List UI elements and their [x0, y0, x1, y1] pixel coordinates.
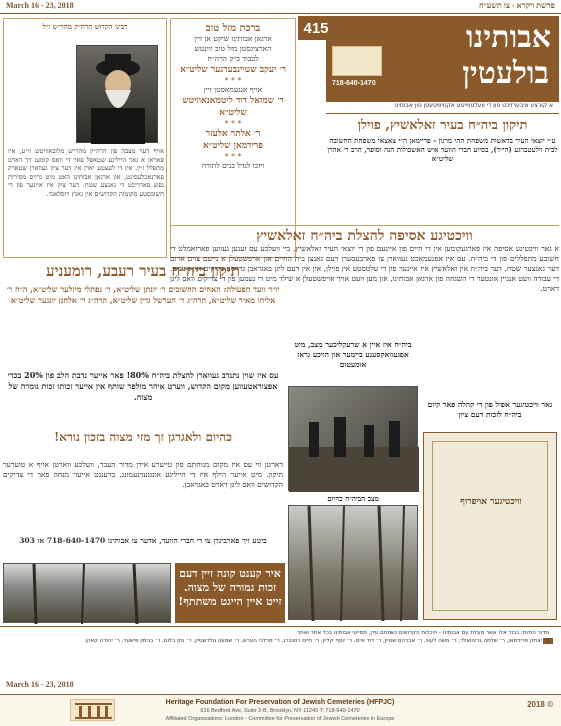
- issue-number: [298, 16, 334, 40]
- donate-callout: [175, 563, 285, 623]
- issue-label: גליון: [310, 9, 322, 15]
- photo-people-icon: [289, 387, 419, 492]
- document-title: וויכטיגער אויפרוף: [460, 497, 522, 507]
- notice-name: ר׳ יעקב שטיינבערגער שליט״א: [180, 65, 286, 75]
- notice-line: ויזכו לגדל בנים לתורה: [201, 161, 265, 170]
- article-reghin-romania: [3, 262, 283, 555]
- photo-caption-current: מצב הביה״ח כהיום: [327, 494, 379, 503]
- article-headline: תיקון ביה״ח בעיר זאלאשיץ, פוילן: [357, 118, 528, 133]
- columns-icon: [71, 700, 116, 722]
- cemetery-photo-winter: [3, 563, 171, 623]
- appeal-callout: כהיום ולאגרגן זך מזי מצוה בזכון נורא!: [54, 430, 232, 444]
- parsha-label: פרשת ויקרא - צו תשע״ח: [478, 1, 555, 10]
- footer-organization: Heritage Foundation For Preservation of Jewish Cemeteries (HFPJC): [165, 699, 395, 706]
- footer-date: March 16 - 23, 2018: [6, 680, 74, 689]
- notice-line: אויף אנגעמאסטן זיין: [203, 85, 263, 94]
- top-strip: [0, 0, 561, 14]
- rabbi-body-text: אויף דער מצבה פון הרה״ק מהר״ש מלובאוויטש זי״ע, איז פאראן א גאר הייליגע שטאפל פאר די וואס קומען זיך דארט מתפלל זיין. אין די לעצטע יארן איז דער ציון געווארן שטארק פארנאכלעסיגט, און ארגאן אבותינו האט מיט גרויס מסירות נפש פארריכט די גאנצע שטח. דער ציון איז איינער פון די חשובסטע מקומות הקדושים אין גאנץ רוסלאנד.: [8, 147, 164, 198]
- meeting-body-text: א גאר וויכטיגע אסיפה איז פארגעקומען אין די היים פון איינעם פון די יוצאי העיר זאלאשיץ, ביי וועלכע עס זענען געווען פארזאמלט די חשובע מתפללים פון די ביה״ח. עס איז אפגעמאכט געווארן צו פארבעסערן דעם גאנצן בית החיים און אויפשטעלן א נייעם צוים ארום דער גאנצער שטח. דער ביה״ח אין זאלאשיץ איז איינער פון די עלטסטע אין פוילן, און אין דעם ליגן באגראבן גרויסע צדיקים און גאונים. די עבודה וועט אנגיין אונטער די השגחה פון ארגאן אבותינו, און מען וועט אויך אויפשטעלן א שילד מיט די נעמען פון די צדיקים וואס ליגן דארט.: [170, 244, 559, 293]
- committee-list: יו״ד וועד הפעולה: האחים החשובים ר׳ יונתן שליט״א, ר׳ נפתלי מיזלער שליט״א, ה״ה ר׳ אליהו מאיר שליט״א, הרה״ג ר׳ הערשל גרין שליט״א, הרה״ג ר׳ אלחנן יונגער שליט״א: [6, 284, 280, 305]
- contact-line: ביטע זיך פארבינדן צו די חברי הוועד, אדער צו אבותינו 718-640-1470 או 303: [19, 536, 267, 545]
- cemetery-photo-visitors: [288, 386, 418, 491]
- footer-donor-names: ר׳ יצחק פרידמאן, ר׳ שלמה גרינוואלד, ר׳ משה לעווי, ר׳ אברהם שטיין, ר׳ דוד ווייס, ר׳ יוסף קליין, ר׳ חיים רוזנברג, ר׳ מרדכי הערש, ר׳ שמעון גולדשטיין, ר׳ נתן בלום, ר׳ בנימין פישער, ר׳ יהודה קאהן: [85, 638, 549, 644]
- photo-caption-overgrown: ביה״ח איז איין א שרעקליכער מצב, מיט אפגעוואקסענע ביימער און הויכע גראז אומעטום: [294, 340, 412, 369]
- meeting-headline: וויכטיגע אסיפה להצלת ביה״ח זאלאשיץ: [170, 225, 559, 245]
- article-subheadline: ע״י יוצאי העיר בראשות משפחת ההי מרגון - פריימאן ה״י צאצאי משפחת החשובה לבית וילעטברגע (הי״ד), בסיוע חברי הוועד איש האשכולות הגה וסופר, הרב ר׳ אהרן שליט״א: [327, 136, 558, 163]
- issue-date: March 16 - 23, 2018: [6, 1, 74, 10]
- footer-copyright: 2018 ©: [527, 700, 553, 709]
- rabbi-column: [3, 18, 167, 258]
- notice-name: פרידמאן שליט״א: [202, 141, 264, 151]
- masthead: [326, 16, 559, 102]
- rabbi-portrait-photo: [76, 45, 158, 143]
- trees-icon: [289, 506, 419, 621]
- document-caption: גאר וויכטיגער אפיל פון די קהלה פאר קיום ביה״ח לזכות דעם ציון: [427, 400, 553, 419]
- rabbi-header-bar: רבינו הקדוש הרה״ק מהר״ש ז״ל: [42, 22, 128, 31]
- notice-separator: * * *: [224, 152, 242, 161]
- community-document-image: [423, 432, 557, 620]
- notice-line: הארציגסטן מזל טוב ווינטש: [194, 44, 272, 53]
- fundraising-percent-text: עס איז שוין נתנדב געווארן להצלת ביה״ח 80%! פאר אייער נדבת הלב פון 20% בכדי אפצוראטעווען מקום הקדוש, ווערט איהר מולפר שותף אין אייער זכותו זכות גומרה של מצוה.: [7, 370, 279, 402]
- footer-address: 616 Bedford Ave, Suite 2-B, Brooklyn, NY 11249 T: 718-640-1470: [200, 708, 360, 714]
- winter-trees-icon: [4, 564, 172, 624]
- footer-bar: [0, 694, 561, 726]
- portrait-icon: [77, 46, 159, 144]
- appeal-body-text: דארטן ווי עס איז מקום מנוחתם פון טייערע אידן מדור העבר, וועלכע ווארטן אויף א טוערער תיקון. מיט אייער הילף איז די הייליגע אונטערנעמונג, ברענגט אייער מנחה פאר די צדיקים הקדושים וואס ליגן דארט באגראבן.: [3, 460, 283, 489]
- footer-logo: [70, 699, 115, 721]
- masthead-phone: 718-640-1470: [332, 80, 376, 87]
- issue-number-value: 415: [303, 20, 329, 37]
- notice-heading: ברכת מזל טוב: [205, 23, 261, 34]
- masthead-title-line1: אבותינו: [466, 20, 551, 55]
- notice-line: ארגאן אבותינו שיקט אן זיין: [194, 34, 272, 43]
- footer-affiliated: Affiliated Organizations: London - Committee for Preservation of Jewish Cemeteries in Europe: [165, 716, 395, 722]
- notice-line: לכבוד כ״ק הרה״ח: [207, 54, 259, 63]
- cemetery-photo-forest: [288, 505, 418, 620]
- masthead-title-line2: בולעטין: [462, 56, 549, 91]
- mazel-tov-notice: [170, 18, 296, 258]
- notice-name: ר׳ אלתר אלעזר: [205, 129, 261, 139]
- romania-headline: תיקון ביה״ח בעיר רעבע, רומעניע: [46, 262, 240, 280]
- document-frame: [432, 441, 548, 611]
- notice-separator: * * *: [224, 76, 242, 85]
- footer-thanks-line: מדור הודות: כבוד אלו אשר מעלת עם אבותינו - היכלות הקדושים נשמתם עדן, מסייעי אבותינו בכל אתר ואתר: [0, 626, 561, 638]
- donate-callout-text: איר קענט קונה זיין דעם זכות גמורה של מצוה. זייט איין הייגט משתתף!: [178, 567, 282, 608]
- notice-separator: * * *: [224, 119, 242, 128]
- hfpjc-logo: [332, 46, 382, 76]
- masthead-tagline: א קורצע איבערזיכט פון די וועלטווייטע אקטיוויטעטן פון אבותינו: [326, 102, 559, 114]
- notice-name: ר׳ שמואל דוד ליטמאנאוויטש שליט״א: [182, 96, 284, 118]
